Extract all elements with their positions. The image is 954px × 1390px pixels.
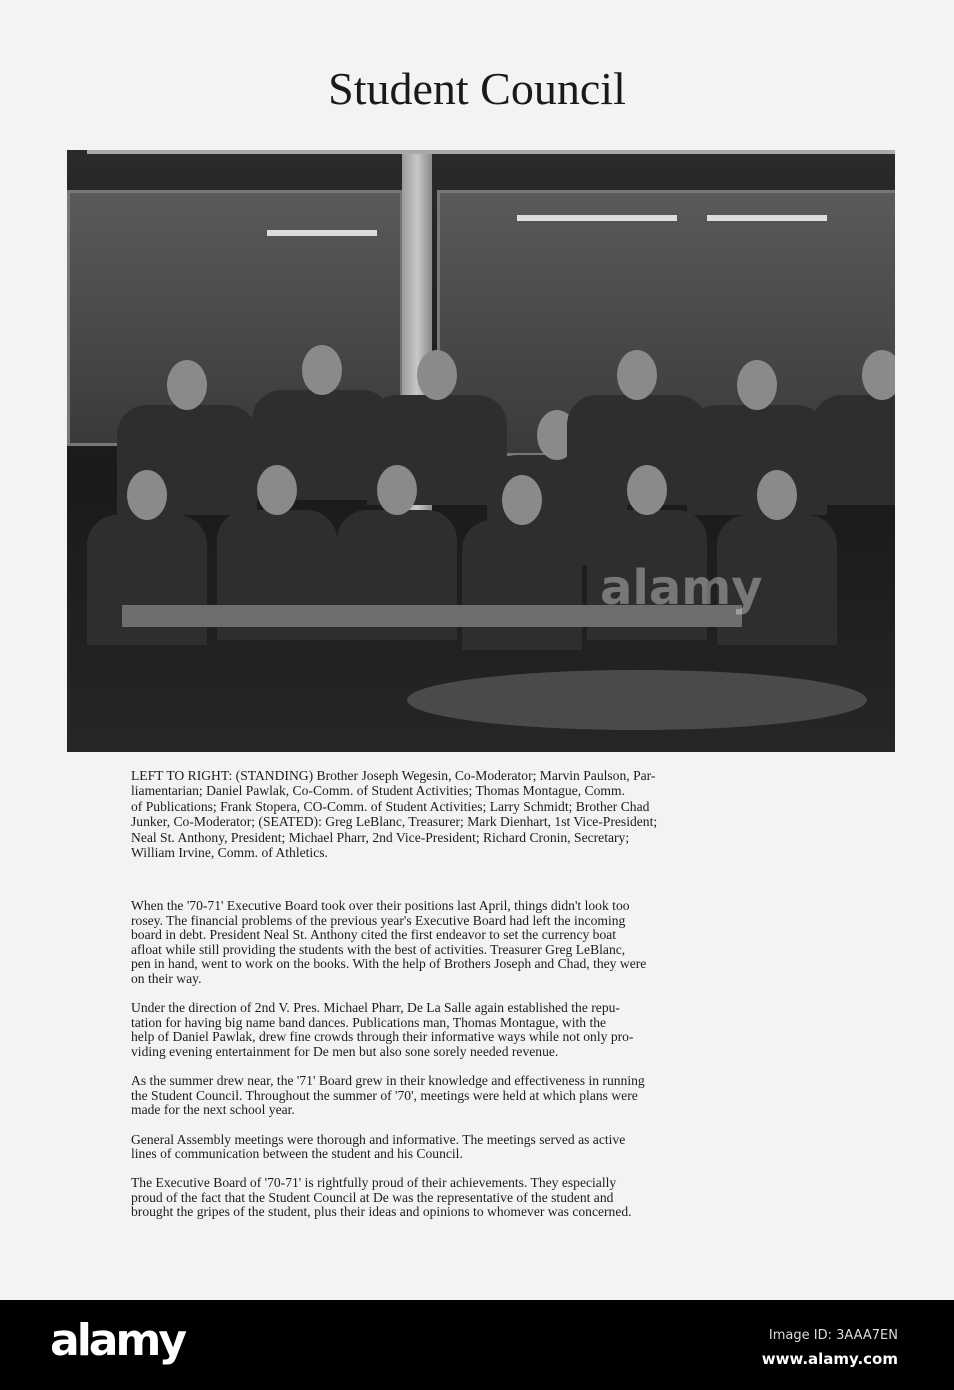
paragraph-line: the Student Council. Throughout the summer of '70', meetings were held at which plans were [131,1087,638,1103]
image-id: Image ID: 3AAA7EN [768,1328,898,1343]
paragraph-line: pen in hand, went to work on the books. With the help of Brothers Joseph and Chad, they were [131,956,647,972]
paragraph [131,1001,861,1059]
caption-line: of Publications; Frank Stopera, CO-Comm. of Student Activities; Larry Schmidt; Brother Chad [131,798,650,814]
photo-caption [131,768,861,860]
head [502,475,542,525]
page-title: Student Council [328,63,626,114]
alamy-logo: alamy [50,1315,184,1366]
ceiling-light [707,215,827,221]
paragraph-line: lines of communication between the student and his Council. [131,1146,463,1162]
head [127,470,167,520]
paragraph-line: proud of the fact that the Student Council at De was the representative of the student and [131,1189,614,1205]
paragraph-line: As the summer drew near, the '71' Board grew in their knowledge and effectiveness in running [131,1073,645,1089]
head [617,350,657,400]
ceiling-light [517,215,677,221]
watermark-footer [0,1300,954,1390]
paragraph [131,1074,861,1118]
watermark-logo: alamy [600,560,763,616]
paragraph-line: rosey. The financial problems of the previous year's Executive Board had left the incoming [131,912,626,928]
torso [462,520,582,650]
paragraph-line: on their way. [131,970,202,986]
ceiling-light [267,230,377,236]
paragraph [131,1133,861,1162]
ceiling [87,150,895,154]
paragraph-line: made for the next school year. [131,1102,295,1118]
site-url: www.alamy.com [761,1350,898,1368]
paragraph-line: afloat while still providing the students with the best of activities. Treasurer Greg LeBlanc, [131,941,626,957]
head [257,465,297,515]
paragraph-line: When the '70-71' Executive Board took over their positions last April, things didn't look too [131,898,630,913]
paragraph [131,899,861,987]
caption-line: liamentarian; Daniel Pawlak, Co-Comm. of Student Activities; Thomas Montague, Comm. [131,783,625,799]
group-photo [67,150,895,752]
caption-line: Junker, Co-Moderator; (SEATED): Greg LeBlanc, Treasurer; Mark Dienhart, 1st Vice-President; [131,814,658,830]
paragraph-line: board in debt. President Neal St. Anthony cited the first endeavor to set the currency boat [131,927,617,943]
head [417,350,457,400]
article-body [131,899,861,1235]
caption-line: Neal St. Anthony, President; Michael Pharr, 2nd Vice-President; Richard Cronin, Secretary; [131,829,630,845]
paragraph-line: viding evening entertainment for De men but also sone sorely needed revenue. [131,1043,559,1059]
head [302,345,342,395]
paragraph-line: General Assembly meetings were thorough and informative. The meetings served as active [131,1131,626,1147]
head [862,350,895,400]
head [627,465,667,515]
caption-line: LEFT TO RIGHT: (STANDING) Brother Joseph Wegesin, Co-Moderator; Marvin Paulson, Par- [131,768,656,783]
head [377,465,417,515]
paragraph-line: tation for having big name band dances. Publications man, Thomas Montague, with the [131,1014,607,1030]
head [757,470,797,520]
head [737,360,777,410]
paragraph-line: brought the gripes of the student, plus their ideas and opinions to whomever was concerned. [131,1204,632,1220]
paragraph-line: Under the direction of 2nd V. Pres. Michael Pharr, De La Salle again established the repu- [131,1000,620,1016]
round-table [407,670,867,730]
torso [812,395,895,505]
caption-line: William Irvine, Comm. of Athletics. [131,845,328,861]
paragraph-line: The Executive Board of '70-71' is rightfully proud of their achievements. They especially [131,1175,617,1191]
paragraph [131,1176,861,1220]
paragraph-line: help of Daniel Pawlak, drew fine crowds through their informative ways while not only pro- [131,1029,634,1045]
head [167,360,207,410]
